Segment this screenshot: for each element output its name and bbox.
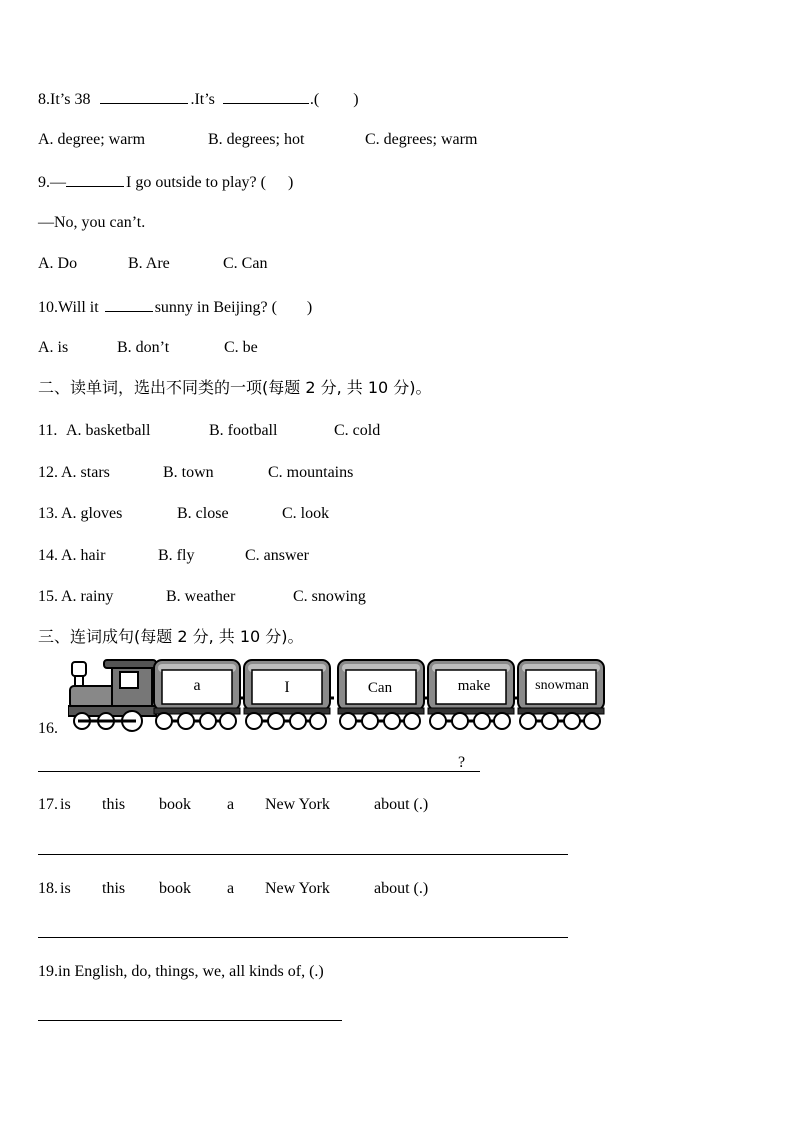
q8-text: .( xyxy=(309,91,320,108)
q16-answer-line[interactable] xyxy=(38,771,480,772)
q8-option-a: A. degree; warm xyxy=(38,131,146,148)
q17-number: 17. xyxy=(38,796,58,813)
q9-text: I go outside to play? ( xyxy=(126,174,266,191)
q9-text: 9.— xyxy=(38,174,66,191)
q8-text: ) xyxy=(353,91,359,108)
q10-option-c: C. be xyxy=(224,339,258,356)
wheel-icon xyxy=(340,713,356,729)
section-3-heading: 三、连词成句(每题 2 分, 共 10 分)。 xyxy=(38,627,304,646)
wheel-icon xyxy=(268,713,284,729)
q10-option-a: A. is xyxy=(38,339,69,356)
wheel-icon xyxy=(220,713,236,729)
q10-text: 10.Will it xyxy=(38,299,99,316)
q14-option-a: A. hair xyxy=(61,547,106,564)
q17-answer-line[interactable] xyxy=(38,854,568,855)
q8-blank-1[interactable] xyxy=(100,88,188,104)
q15-option-b: B. weather xyxy=(166,588,236,605)
q18-number: 18. xyxy=(38,880,58,897)
q10-blank[interactable] xyxy=(105,296,153,312)
wheel-icon xyxy=(430,713,446,729)
q10-option-b: B. don’t xyxy=(117,339,170,356)
q18-word: about (.) xyxy=(374,880,429,897)
q18-word: is xyxy=(60,880,71,897)
q9-blank[interactable] xyxy=(66,171,124,187)
q10-text: ) xyxy=(306,299,313,316)
question-19: 19.in English, do, things, we, all kinds of, (.) xyxy=(38,963,324,980)
q17-word: New York xyxy=(265,796,330,813)
q10-text: sunny in Beijing? ( xyxy=(154,299,277,316)
wheel-icon xyxy=(520,713,536,729)
question-9 xyxy=(38,171,293,193)
train-word[interactable]: Can xyxy=(367,680,393,696)
q14-number: 14. xyxy=(38,547,58,564)
q8-text: .It’s xyxy=(190,91,215,108)
wheel-icon xyxy=(178,713,194,729)
train-word[interactable]: snowman xyxy=(535,678,589,693)
wheel-icon xyxy=(310,713,326,729)
train-word[interactable]: a xyxy=(193,677,201,694)
wheel-icon xyxy=(404,713,420,729)
q17-word: a xyxy=(227,796,235,813)
q8-text: 8.It’s 38 xyxy=(38,91,91,108)
train-word[interactable]: I xyxy=(284,679,290,696)
q17-word: is xyxy=(60,796,71,813)
q13-number: 13. xyxy=(38,505,58,522)
wheel-icon xyxy=(564,713,580,729)
q16-number: 16. xyxy=(38,720,58,737)
q15-option-c: C. snowing xyxy=(293,588,366,605)
wheel-icon xyxy=(452,713,468,729)
q18-answer-line[interactable] xyxy=(38,937,568,938)
q15-number: 15. xyxy=(38,588,58,605)
q13-option-c: C. look xyxy=(282,505,330,522)
wheel-icon xyxy=(290,713,306,729)
q9-option-c: C. Can xyxy=(223,255,268,272)
q11-option-c: C. cold xyxy=(334,422,381,439)
q13-option-b: B. close xyxy=(177,505,229,522)
wheel-icon xyxy=(542,713,558,729)
q13-option-a: A. gloves xyxy=(61,505,123,522)
q17-word: this xyxy=(102,796,126,813)
wheel-icon xyxy=(200,713,216,729)
wheel-icon xyxy=(494,713,510,729)
q14-option-c: C. answer xyxy=(245,547,309,564)
q18-word: New York xyxy=(265,880,330,897)
q8-blank-2[interactable] xyxy=(223,88,309,104)
train-word[interactable]: make xyxy=(457,678,491,694)
question-10 xyxy=(38,296,312,318)
section-2-heading: 二、读单词，选出不同类的一项(每题 2 分, 共 10 分)。 xyxy=(38,378,432,397)
locomotive-icon xyxy=(68,660,156,731)
q16-end-mark: ? xyxy=(458,754,466,771)
q11-number: 11. xyxy=(38,422,58,439)
wheel-icon xyxy=(584,713,600,729)
q8-option-b: B. degrees; hot xyxy=(208,131,305,148)
q17-word: about (.) xyxy=(374,796,429,813)
q12-option-b: B. town xyxy=(163,464,214,481)
wheel-icon xyxy=(384,713,400,729)
train-illustration xyxy=(68,658,608,734)
wheel-icon xyxy=(474,713,490,729)
q18-word: this xyxy=(102,880,126,897)
q12-number: 12. xyxy=(38,464,58,481)
wheel-icon xyxy=(156,713,172,729)
question-8 xyxy=(38,88,359,110)
q19-answer-line[interactable] xyxy=(38,1020,342,1021)
q9-option-b: B. Are xyxy=(128,255,170,272)
q9-reply: —No, you can’t. xyxy=(38,214,146,231)
q11-option-a: A. basketball xyxy=(66,422,151,439)
q12-option-c: C. mountains xyxy=(268,464,354,481)
q9-option-a: A. Do xyxy=(38,255,78,272)
q14-option-b: B. fly xyxy=(158,547,195,564)
q8-option-c: C. degrees; warm xyxy=(365,131,478,148)
q15-option-a: A. rainy xyxy=(61,588,114,605)
q11-option-b: B. football xyxy=(209,422,278,439)
wheel-icon xyxy=(246,713,262,729)
q9-text: ) xyxy=(287,174,294,191)
q18-word: book xyxy=(159,880,191,897)
q18-word: a xyxy=(227,880,235,897)
q12-option-a: A. stars xyxy=(61,464,110,481)
wheel-icon xyxy=(362,713,378,729)
q17-word: book xyxy=(159,796,191,813)
